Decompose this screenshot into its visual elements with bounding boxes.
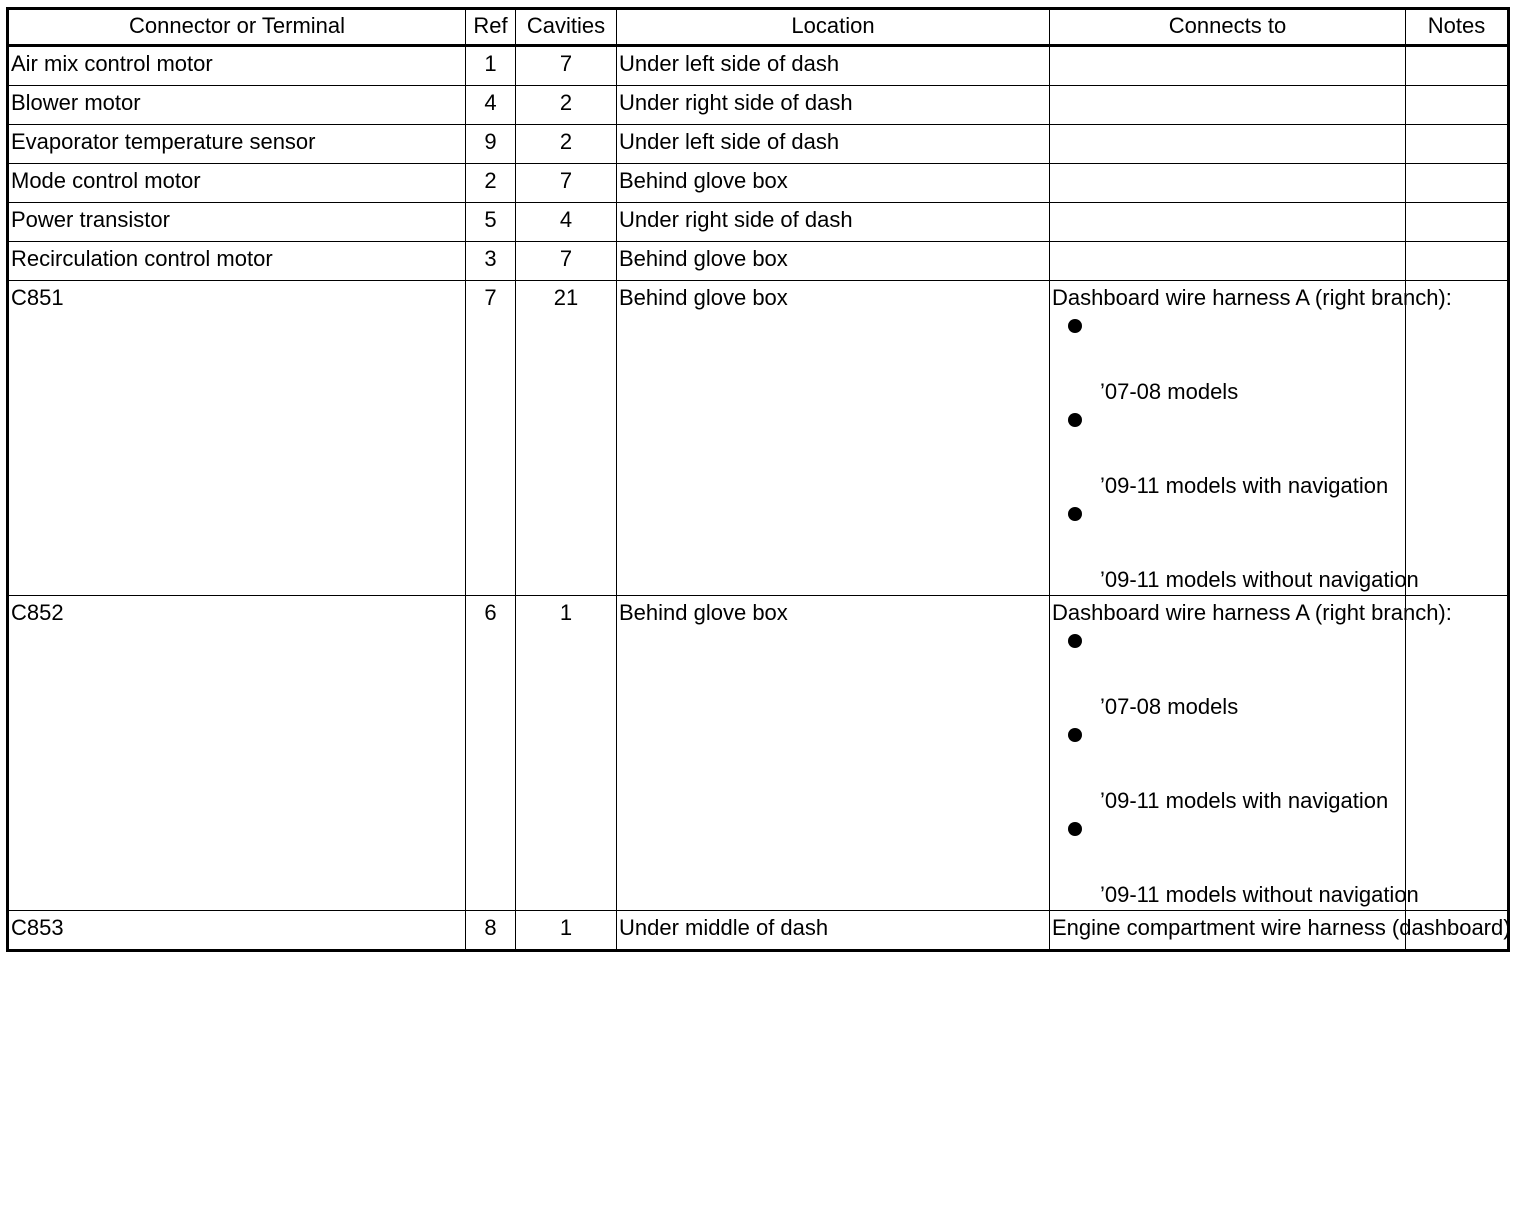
connects-to-list [1052,634,1419,910]
table-row [8,596,1509,911]
cell-connector: Air mix control motor [8,46,466,86]
cell-location: Behind glove box [617,596,1050,911]
table-row [8,281,1509,596]
cell-ref: 1 [466,46,516,86]
cell-notes [1406,242,1509,281]
list-item [1052,634,1403,722]
cell-connects-to [1050,46,1406,86]
cell-cavities: 1 [516,596,617,911]
cell-cavities: 7 [516,46,617,86]
cell-ref: 3 [466,242,516,281]
table-row [8,125,1509,164]
cell-location: Under right side of dash [617,203,1050,242]
cell-connector: Evaporator temperature sensor [8,125,466,164]
cell-connector: C851 [8,281,466,596]
table-row [8,164,1509,203]
list-item-text: ’07-08 models [1100,379,1239,404]
header-cavities: Cavities [516,9,617,46]
bullet-icon [1068,822,1082,836]
list-item [1052,507,1419,595]
cell-cavities: 2 [516,125,617,164]
connects-to-heading: Dashboard wire harness A (right branch): [1052,285,1452,310]
cell-location: Under left side of dash [617,46,1050,86]
list-item [1052,822,1419,910]
cell-connector: Recirculation control motor [8,242,466,281]
list-item-text: ’09-11 models with navigation [1100,473,1389,498]
cell-location: Under middle of dash [617,911,1050,951]
cell-connects-to [1050,164,1406,203]
cell-cavities: 7 [516,164,617,203]
cell-cavities: 21 [516,281,617,596]
cell-connector: Blower motor [8,86,466,125]
header-ref: Ref [466,9,516,46]
bullet-icon [1068,413,1082,427]
cell-connects-to [1050,125,1406,164]
table-header [8,9,1509,46]
cell-cavities: 7 [516,242,617,281]
cell-cavities: 1 [516,911,617,951]
header-connector: Connector or Terminal [8,9,466,46]
table-row [8,46,1509,86]
cell-location: Behind glove box [617,281,1050,596]
cell-notes [1406,125,1509,164]
bullet-icon [1068,728,1082,742]
cell-connects-to [1050,203,1406,242]
bullet-icon [1068,634,1082,648]
connector-table [6,7,1510,952]
cell-connector: Mode control motor [8,164,466,203]
cell-cavities: 4 [516,203,617,242]
list-item-text: ’09-11 models without navigation [1100,882,1419,907]
cell-ref: 4 [466,86,516,125]
cell-connects-to: Engine compartment wire harness (dashboard) [1050,911,1406,951]
cell-notes [1406,203,1509,242]
cell-cavities: 2 [516,86,617,125]
list-item [1052,728,1403,816]
header-row [8,9,1509,46]
bullet-icon [1068,507,1082,521]
cell-connects-to [1050,596,1452,911]
table-row [8,203,1509,242]
header-notes: Notes [1406,9,1509,46]
connects-to-list [1052,319,1419,595]
list-item-text: ’09-11 models without navigation [1100,567,1419,592]
cell-notes [1406,86,1509,125]
header-location: Location [617,9,1050,46]
list-item-text: ’07-08 models [1100,694,1239,719]
cell-connects-to [1050,242,1406,281]
cell-ref: 6 [466,596,516,911]
cell-notes [1406,46,1509,86]
table-row [8,86,1509,125]
cell-connector: Power transistor [8,203,466,242]
table-row [8,242,1509,281]
cell-connector: C853 [8,911,466,951]
cell-ref: 7 [466,281,516,596]
cell-location: Behind glove box [617,164,1050,203]
cell-location: Under right side of dash [617,86,1050,125]
cell-connects-to [1050,86,1406,125]
cell-notes [1406,281,1509,596]
cell-notes [1406,164,1509,203]
cell-ref: 5 [466,203,516,242]
cell-notes [1406,596,1509,911]
cell-ref: 2 [466,164,516,203]
list-item [1052,413,1403,501]
cell-connector: C852 [8,596,466,911]
bullet-icon [1068,319,1082,333]
connects-to-heading: Dashboard wire harness A (right branch): [1052,600,1452,625]
table-row [8,911,1509,951]
cell-location: Under left side of dash [617,125,1050,164]
header-connects-to: Connects to [1050,9,1406,46]
cell-connects-to [1050,281,1452,596]
list-item [1052,319,1403,407]
cell-location: Behind glove box [617,242,1050,281]
cell-ref: 9 [466,125,516,164]
list-item-text: ’09-11 models with navigation [1100,788,1389,813]
table-body [8,46,1509,951]
cell-ref: 8 [466,911,516,951]
